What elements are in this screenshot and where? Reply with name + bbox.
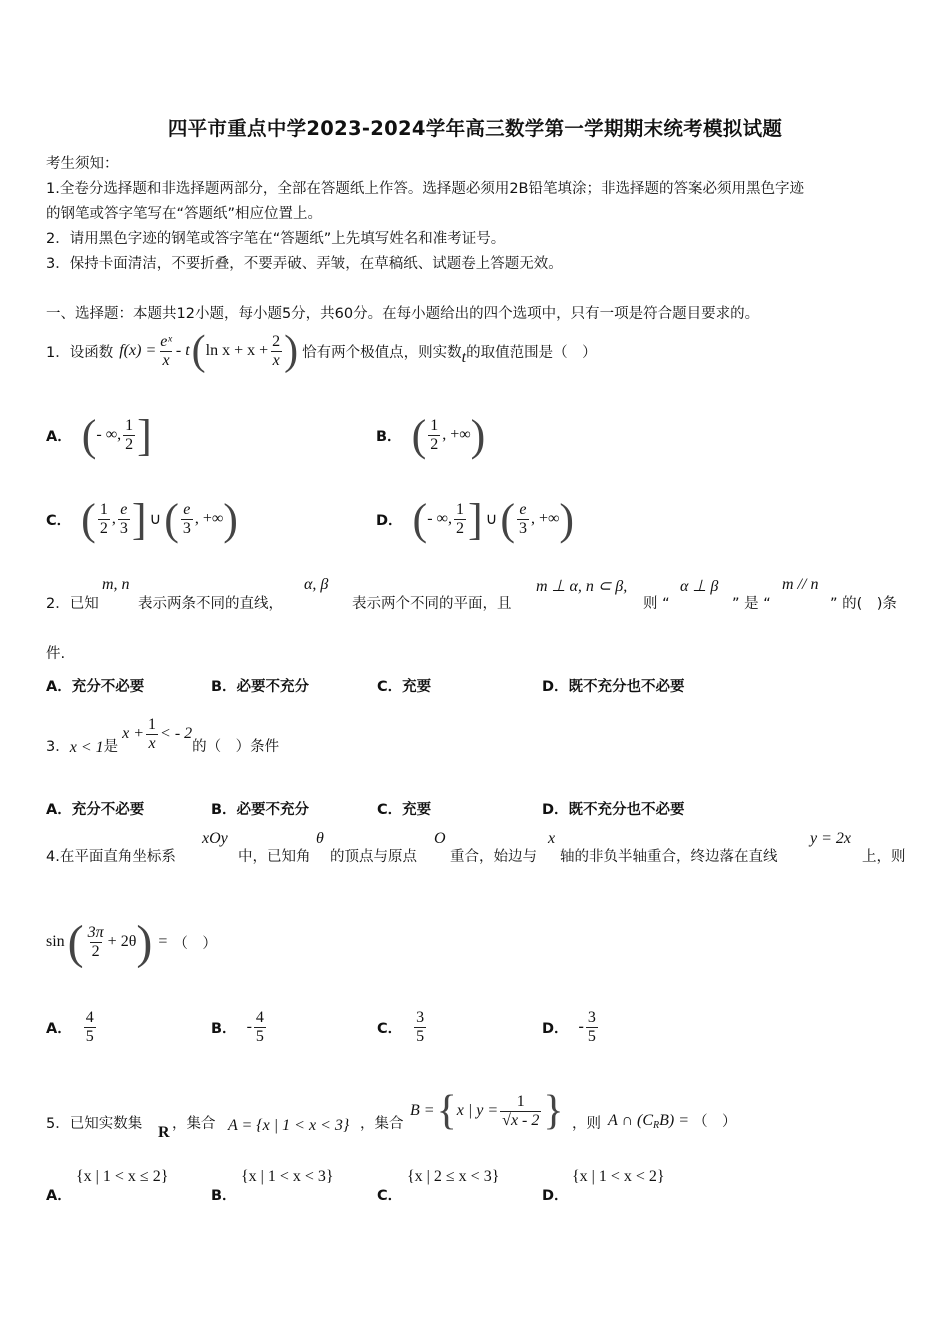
q1-option-a[interactable]: A． ( - ∞, $\frac{1}{2}$ ]	[46, 410, 152, 460]
q4-text-5: 轴的非负半轴重合，终边落在直线	[560, 849, 778, 865]
notice-item-1-cont: 的钢笔或答字笔写在“答题纸”相应位置上。	[46, 206, 323, 222]
q4-option-b[interactable]: B． - $\frac{4}{5}$	[211, 1008, 264, 1045]
q4-expression: sin ( $\frac{3\pi}{2}$ + 2θ ) = （ ）	[46, 915, 217, 969]
q1-mid: 恰有两个极值点，则实数	[302, 344, 462, 361]
q4-text-2: 中，已知角	[238, 849, 311, 865]
q4-text-4: 重合，始边与	[450, 849, 537, 865]
q1-option-d[interactable]: D． ( - ∞, $\frac{1}{2}$ ] ∪ ( $\frac{e}{3}$ , +∞ )	[376, 494, 575, 544]
q5-set-B: B = { x | y = $\frac{1}{√x - 2}$ }	[410, 1088, 564, 1134]
q5-expression: A ∩ (C R B) = （ ）	[608, 1111, 737, 1131]
q2-text-4: ” 是 “	[732, 596, 771, 612]
q2-option-a[interactable]: A．充分不必要	[46, 679, 145, 695]
q4-xoy: xOy	[202, 830, 228, 847]
q2-text-2: 表示两个不同的平面，且	[352, 596, 512, 612]
q5-option-c[interactable]: C． {x | 2 ≤ x < 3}	[377, 1168, 500, 1204]
section-heading: 一、选择题：本题共12小题，每小题5分，共60分。在每小题给出的四个选项中，只有一项是符合题目要求的。	[46, 306, 760, 322]
question-3: 3． x < 1 是 x + $\frac{1}{x}$ < - 2 的（ ）条件	[46, 715, 280, 756]
q5-text-3: ，集合	[360, 1116, 404, 1132]
question-1: 1．设函数 f(x) = $\frac{\text{eˣ}}{x}$ - t ( ln x + x + $\frac{2}{x}$ ) 恰有两个极值点，则实数 t 的取值范围是（ ）	[46, 328, 597, 374]
q2-text-3: 则 “	[643, 596, 670, 612]
notice-item-3: 3．保持卡面清洁，不要折叠，不要弄破、弄皱，在草稿纸、试题卷上答题无效。	[46, 256, 563, 272]
q5-option-d[interactable]: D． {x | 1 < x < 2}	[542, 1168, 665, 1204]
q1-frac-2: $\frac{2}{x}$	[272, 332, 281, 369]
q4-option-d[interactable]: D． - $\frac{3}{5}$	[542, 1008, 596, 1045]
q3-option-b[interactable]: B．必要不充分	[211, 802, 310, 818]
q2-p: α ⊥ β	[680, 578, 719, 595]
q2-option-d[interactable]: D．既不充分也不必要	[542, 679, 685, 695]
q1-option-c[interactable]: C． ( $\frac{1}{2}$ , $\frac{e}{3}$ ] ∪ ( $\frac{e}{3}$ , +∞ )	[46, 494, 238, 544]
q1-option-b[interactable]: B． ( $\frac{1}{2}$ , +∞ )	[376, 410, 486, 460]
q1-var-t: t	[461, 349, 467, 366]
q2-continuation: 件.	[46, 646, 66, 662]
q4-line: y = 2x	[810, 830, 851, 847]
q1-prefix: 1．设函数	[46, 344, 114, 361]
q5-text-1: 5．已知实数集	[46, 1116, 143, 1132]
q4-o: O	[434, 830, 446, 847]
notice-item-2: 2．请用黑色字迹的钢笔或答字笔在“答题纸”上先填写姓名和准考证号。	[46, 231, 506, 247]
q2-alpha-beta: α, β	[304, 576, 329, 593]
q4-text-3: 的顶点与原点	[330, 849, 417, 865]
q1-ln-part: ln x + x +	[205, 342, 269, 359]
q4-text-1: 4.在平面直角坐标系	[46, 849, 176, 865]
q5-R: R	[158, 1124, 170, 1141]
q2-text-5: ” 的( )条	[830, 596, 897, 612]
q2-option-b[interactable]: B．必要不充分	[211, 679, 310, 695]
q2-option-c[interactable]: C．充要	[377, 679, 432, 695]
q2-prefix: 2．已知	[46, 596, 99, 612]
q3-option-d[interactable]: D．既不充分也不必要	[542, 802, 685, 818]
q4-option-c[interactable]: C． $\frac{3}{5}$	[377, 1008, 425, 1045]
q5-set-A: A = {x | 1 < x < 3}	[228, 1117, 350, 1134]
q3-option-c[interactable]: C．充要	[377, 802, 432, 818]
q5-text-2: ，集合	[172, 1116, 216, 1132]
q5-option-a[interactable]: A． {x | 1 < x ≤ 2}	[46, 1168, 169, 1204]
q5-text-4: ，则	[572, 1116, 601, 1132]
page-title: 四平市重点中学2023-2024学年高三数学第一学期期末统考模拟试题	[167, 117, 783, 140]
q4-text-6: 上，则	[862, 849, 906, 865]
q2-mn: m, n	[102, 576, 130, 593]
q1-f-lhs: f(x) =	[119, 342, 157, 359]
notice-item-1: 1.全卷分选择题和非选择题两部分，全部在答题纸上作答。选择题必须用2B铅笔填涂；非选择题的答案必须用黑色字迹	[46, 181, 805, 197]
q4-x: x	[548, 830, 556, 847]
q2-text-1: 表示两条不同的直线，	[138, 596, 283, 612]
q2-condition: m ⊥ α, n ⊂ β,	[536, 578, 628, 595]
q1-suffix: 的取值范围是（ ）	[466, 344, 597, 361]
q3-option-a[interactable]: A．充分不必要	[46, 802, 145, 818]
q4-theta: θ	[316, 830, 324, 847]
notice-header: 考生须知：	[46, 156, 119, 172]
q1-frac-e: $\frac{\text{eˣ}}{x}$	[160, 332, 172, 369]
q1-minus-t: - t	[175, 342, 190, 359]
q4-option-a[interactable]: A． $\frac{4}{5}$	[46, 1008, 94, 1045]
q5-option-b[interactable]: B． {x | 1 < x < 3}	[211, 1168, 334, 1204]
q2-q: m // n	[782, 576, 819, 593]
